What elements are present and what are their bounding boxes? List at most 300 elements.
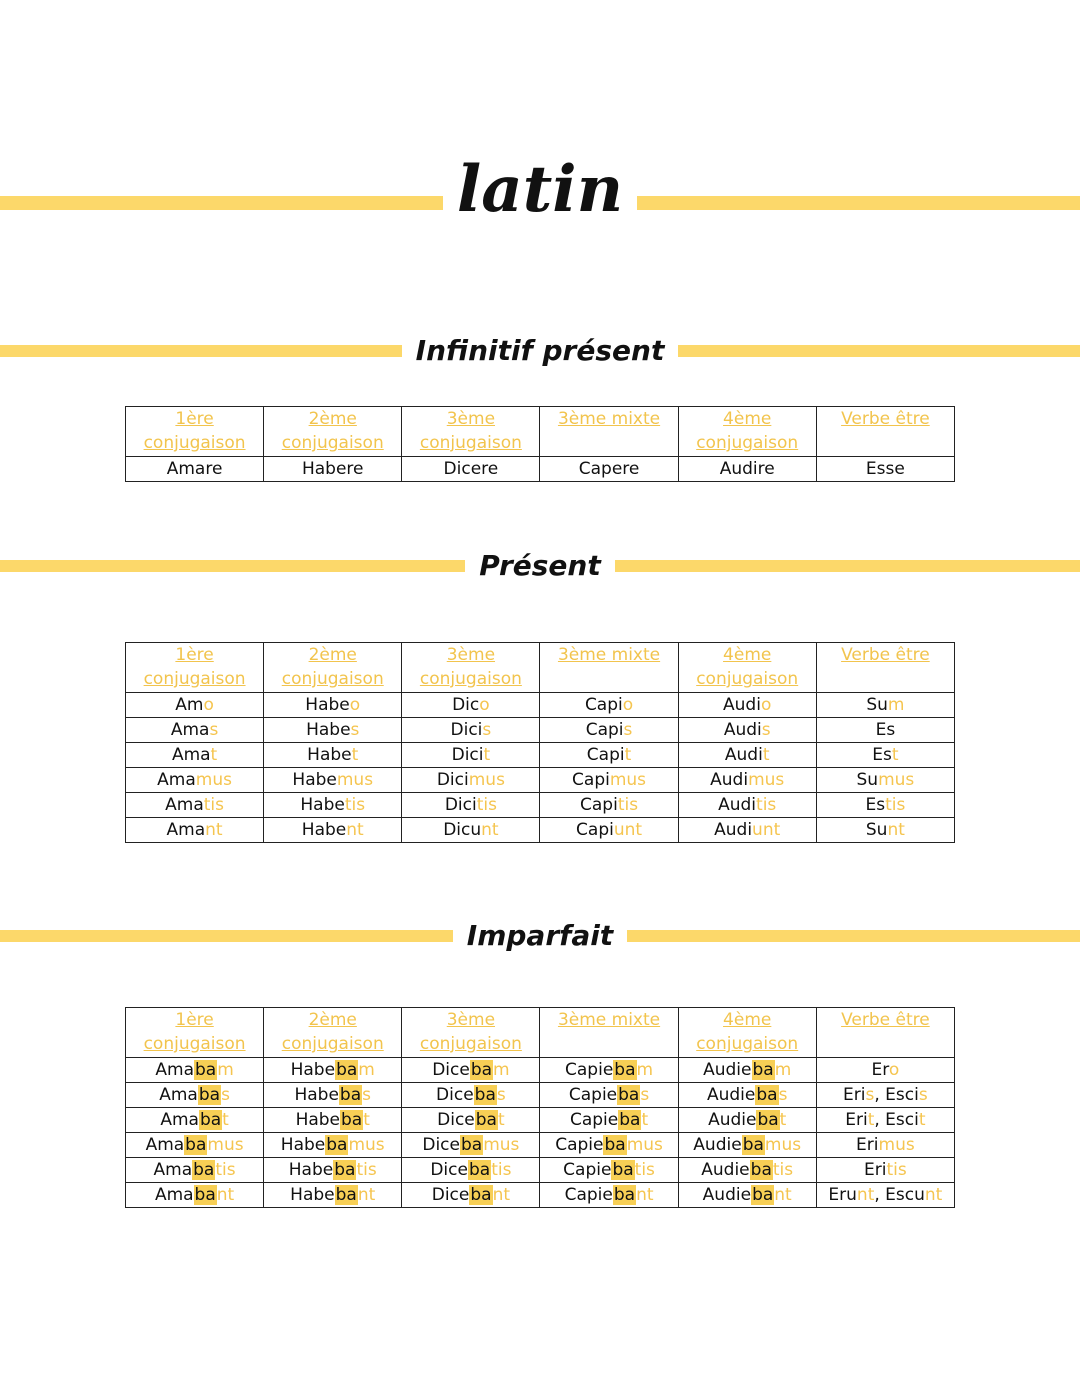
- verb-ending: m: [358, 1060, 375, 1080]
- table-row: [126, 693, 955, 718]
- verb-stem: Esse: [865, 459, 905, 479]
- table-row: [126, 818, 955, 843]
- header-row: [126, 1008, 955, 1058]
- conjugation-cell: [816, 818, 954, 843]
- verb-stem: Audie: [702, 1185, 752, 1205]
- verb-ending: t: [918, 1110, 926, 1130]
- verb-stem: Audi: [723, 695, 761, 715]
- column-header: Verbe être: [816, 407, 954, 457]
- verb-ending: unt: [752, 820, 781, 840]
- conjugation-cell: [540, 718, 678, 743]
- verb-stem: Eri: [856, 1135, 879, 1155]
- column-header: 3ème conjugaison: [402, 643, 540, 693]
- conjugation-cell: [540, 1158, 678, 1183]
- verb-stem: Habe: [290, 1060, 336, 1080]
- conjugation-cell: [126, 818, 264, 843]
- verb-ending: tis: [203, 795, 224, 815]
- verb-ending: tis: [215, 1160, 236, 1180]
- verb-stem: Habe: [301, 820, 347, 840]
- conjugation-cell: [816, 743, 954, 768]
- imperfect-marker: ba: [619, 1110, 641, 1130]
- verb-ending: t: [779, 1110, 787, 1130]
- imperfect-marker: ba: [336, 1060, 358, 1080]
- column-header: 2ème conjugaison: [264, 407, 402, 457]
- verb-ending: t: [210, 745, 218, 765]
- verb-stem: Ama: [145, 1135, 185, 1155]
- verb-stem: Eru: [828, 1185, 857, 1205]
- conjugation-cell: [264, 693, 402, 718]
- imperfect-marker: ba: [614, 1060, 636, 1080]
- verb-stem: Eri: [845, 1110, 868, 1130]
- verb-ending: nt: [856, 1185, 875, 1205]
- column-header: Verbe être: [816, 1008, 954, 1058]
- imperfect-marker: ba: [475, 1110, 497, 1130]
- column-header: 2ème conjugaison: [264, 643, 402, 693]
- verb-stem: Eri: [843, 1085, 866, 1105]
- verb-stem: Capie: [555, 1135, 604, 1155]
- column-header: 1ère conjugaison: [126, 407, 264, 457]
- verb-ending: t: [762, 745, 770, 765]
- verb-stem: Dici: [444, 795, 477, 815]
- section-heading-wrap: [0, 916, 1080, 956]
- page-title: latin: [443, 150, 637, 230]
- verb-stem: Dici: [451, 745, 484, 765]
- verb-ending: nt: [887, 820, 905, 840]
- verb-stem: Audie: [693, 1135, 742, 1155]
- conjugation-cell: [678, 818, 816, 843]
- conjugation-cell: [678, 768, 816, 793]
- verb-ending: s: [350, 720, 360, 740]
- section-heading-wrap: [0, 331, 1080, 371]
- conjugation-cell: [540, 1083, 678, 1108]
- verb-ending: tis: [756, 795, 777, 815]
- verb-stem: Ama: [166, 820, 206, 840]
- conjugation-cell: [816, 1108, 954, 1133]
- conjugation-cell: [264, 743, 402, 768]
- conjugation-cell: [540, 1058, 678, 1083]
- imperfect-marker: ba: [752, 1185, 774, 1205]
- imperfect-marker: ba: [750, 1160, 772, 1180]
- verb-ending: o: [888, 1060, 900, 1080]
- verb-stem: Audie: [706, 1085, 756, 1105]
- table-row: [126, 743, 955, 768]
- verb-stem: Audi: [723, 720, 762, 740]
- column-header: 1ère conjugaison: [126, 643, 264, 693]
- conjugation-cell: [264, 1083, 402, 1108]
- verb-stem: Capere: [578, 459, 640, 479]
- verb-ending: nt: [481, 820, 499, 840]
- verb-stem: Audi: [714, 820, 753, 840]
- verb-stem: Dici: [436, 770, 469, 790]
- verb-stem: Audi: [718, 795, 757, 815]
- conjugation-cell: [402, 1108, 540, 1133]
- conjugation-cell: [126, 1183, 264, 1208]
- verb-stem: Capi: [584, 695, 623, 715]
- conjugation-cell: [678, 743, 816, 768]
- section-heading-infinitif: Infinitif présent: [402, 331, 679, 371]
- imperfect-marker: ba: [618, 1085, 640, 1105]
- conjugation-cell: [126, 1158, 264, 1183]
- imperfect-marker: ba: [756, 1085, 778, 1105]
- verb-stem: Dice: [436, 1085, 474, 1105]
- verb-ending: m: [493, 1060, 510, 1080]
- imperfect-marker: ba: [460, 1135, 483, 1155]
- conjugation-cell: [402, 1183, 540, 1208]
- imperfect-marker: ba: [742, 1135, 764, 1155]
- verb-ending: m: [217, 1060, 234, 1080]
- column-header: 3ème mixte: [540, 407, 678, 457]
- verb-ending: mus: [348, 1135, 385, 1155]
- conjugation-cell: [678, 457, 816, 482]
- conjugation-cell: [540, 693, 678, 718]
- verb-ending: m: [636, 1060, 654, 1080]
- conjugation-cell: [126, 768, 264, 793]
- conjugation-cell: [678, 1183, 816, 1208]
- conjugation-cell: [402, 1158, 540, 1183]
- verb-stem: Capie: [565, 1060, 614, 1080]
- verb-stem: Habe: [300, 795, 345, 815]
- verb-stem: Audi: [724, 745, 763, 765]
- verb-ending: mus: [878, 1135, 915, 1155]
- imperfect-marker: ba: [194, 1185, 216, 1205]
- section-heading-wrap: [0, 546, 1080, 586]
- verb-stem: Habe: [288, 1160, 334, 1180]
- imperfect-marker: ba: [326, 1135, 348, 1155]
- conjugation-cell: [402, 818, 540, 843]
- verb-stem: Capie: [564, 1185, 613, 1205]
- verb-ending: t: [363, 1110, 370, 1130]
- imperfect-marker: ba: [335, 1185, 357, 1205]
- verb-ending: t: [624, 745, 632, 765]
- verb-ending: nt: [924, 1185, 943, 1205]
- verb-stem: Er: [871, 1060, 889, 1080]
- imperfect-marker: ba: [185, 1135, 207, 1155]
- verb-stem: Dice: [432, 1060, 470, 1080]
- table-row: [126, 718, 955, 743]
- verb-stem: Habe: [306, 720, 351, 740]
- verb-ending: s: [918, 1085, 928, 1105]
- verb-ending: s: [761, 720, 771, 740]
- conjugation-cell: [678, 693, 816, 718]
- conjugation-cell: [126, 743, 264, 768]
- verb-ending: m: [774, 1060, 792, 1080]
- conjugation-cell: [402, 1083, 540, 1108]
- verb-ending: o: [349, 695, 361, 715]
- header-row: [126, 407, 955, 457]
- conjugation-cell: [816, 1183, 954, 1208]
- imperfect-marker: ba: [474, 1085, 496, 1105]
- imperfect-marker: ba: [612, 1160, 634, 1180]
- table-imparfait: [125, 1007, 955, 1208]
- verb-stem: Capi: [576, 820, 614, 840]
- verb-ending: t: [641, 1110, 649, 1130]
- verb-stem: Capie: [569, 1110, 619, 1130]
- conjugation-cell: [540, 1133, 678, 1158]
- conjugation-cell: [126, 693, 264, 718]
- verb-ending: s: [623, 720, 633, 740]
- conjugation-cell: [678, 1133, 816, 1158]
- verb-stem: Ama: [165, 795, 204, 815]
- conjugation-cell: [402, 1058, 540, 1083]
- imperfect-marker: ba: [752, 1060, 774, 1080]
- verb-stem: Dicere: [443, 459, 499, 479]
- verb-stem: Ama: [155, 1060, 194, 1080]
- verb-ending: nt: [205, 820, 223, 840]
- page-title-wrap: [0, 150, 1080, 230]
- conjugation-cell: [126, 1133, 264, 1158]
- table-row: [126, 793, 955, 818]
- verb-stem: Ama: [153, 1160, 193, 1180]
- verb-ending: mus: [764, 1135, 802, 1155]
- table-row: [126, 1058, 955, 1083]
- verb-stem: Dice: [437, 1110, 475, 1130]
- conjugation-cell: [816, 1083, 954, 1108]
- table-row: [126, 1133, 955, 1158]
- verb-stem: Capie: [568, 1085, 618, 1105]
- verb-ending: tis: [772, 1160, 794, 1180]
- imperfect-marker: ba: [604, 1135, 626, 1155]
- verb-ending: mus: [468, 770, 505, 790]
- table-row: [126, 1083, 955, 1108]
- conjugation-cell: [816, 718, 954, 743]
- verb-stem: Dicu: [443, 820, 482, 840]
- conjugation-cell: [126, 718, 264, 743]
- conjugation-cell: [678, 1058, 816, 1083]
- verb-stem: Ama: [154, 1185, 194, 1205]
- verb-ending: o: [479, 695, 490, 715]
- verb-stem: Habe: [307, 745, 352, 765]
- column-header: 4ème conjugaison: [678, 1008, 816, 1058]
- verb-ending: tis: [634, 1160, 655, 1180]
- verb-ending: s: [778, 1085, 788, 1105]
- verb-stem: Dici: [450, 720, 483, 740]
- verb-stem: Dice: [422, 1135, 460, 1155]
- verb-ending: t: [867, 1110, 875, 1130]
- verb-stem: Habe: [280, 1135, 326, 1155]
- verb-ending: s: [362, 1085, 371, 1105]
- verb-stem: Audi: [710, 770, 749, 790]
- conjugation-cell: [402, 768, 540, 793]
- conjugation-cell: [816, 793, 954, 818]
- verb-ending: o: [622, 695, 634, 715]
- conjugation-cell: [402, 743, 540, 768]
- verb-stem: Capi: [585, 720, 624, 740]
- verb-ending: tis: [885, 795, 906, 815]
- verb-stem: Eri: [864, 1160, 887, 1180]
- verb-ending: o: [760, 695, 772, 715]
- conjugation-cell: [540, 768, 678, 793]
- verb-stem: Su: [856, 770, 879, 790]
- conjugation-cell: [402, 718, 540, 743]
- verb-stem: Habe: [305, 695, 350, 715]
- conjugation-cell: [816, 1133, 954, 1158]
- table-row: [126, 1158, 955, 1183]
- verb-ending: m: [887, 695, 905, 715]
- conjugation-cell: [402, 457, 540, 482]
- verb-ending: mus: [748, 770, 785, 790]
- verb-stem: Ama: [170, 720, 210, 740]
- verb-ending: tis: [886, 1160, 907, 1180]
- imperfect-marker: ba: [470, 1185, 492, 1205]
- conjugation-cell: [264, 1158, 402, 1183]
- conjugation-cell: [264, 1133, 402, 1158]
- column-header: Verbe être: [816, 643, 954, 693]
- conjugation-cell: [678, 1083, 816, 1108]
- conjugation-cell: [402, 1133, 540, 1158]
- conjugation-cell: [540, 1108, 678, 1133]
- verb-ending: mus: [483, 1135, 520, 1155]
- verb-ending: nt: [492, 1185, 511, 1205]
- conjugation-cell: [540, 1183, 678, 1208]
- conjugation-cell: [540, 818, 678, 843]
- table-row: [126, 768, 955, 793]
- conjugation-cell: [126, 457, 264, 482]
- verb-ending: nt: [774, 1185, 792, 1205]
- conjugation-cell: [540, 457, 678, 482]
- conjugation-cell: [264, 793, 402, 818]
- verb-stem: Habere: [301, 459, 364, 479]
- verb-stem: Habe: [292, 770, 337, 790]
- conjugation-cell: [678, 1108, 816, 1133]
- verb-ending: nt: [346, 820, 364, 840]
- verb-stem: Audire: [719, 459, 775, 479]
- verb-ending: s: [482, 720, 492, 740]
- conjugation-cell: [126, 793, 264, 818]
- column-header: 3ème mixte: [540, 1008, 678, 1058]
- imperfect-marker: ba: [613, 1185, 636, 1205]
- imperfect-marker: ba: [198, 1085, 221, 1105]
- conjugation-cell: [816, 693, 954, 718]
- header-row: [126, 643, 955, 693]
- column-header: 4ème conjugaison: [678, 407, 816, 457]
- imperfect-marker: ba: [468, 1160, 491, 1180]
- verb-stem: Ama: [160, 1110, 199, 1130]
- conjugation-cell: [816, 1158, 954, 1183]
- verb-ending: s: [865, 1085, 875, 1105]
- conjugation-cell: [402, 793, 540, 818]
- conjugation-cell: [264, 1058, 402, 1083]
- verb-ending: nt: [357, 1185, 376, 1205]
- verb-stem: Es: [872, 745, 892, 765]
- verb-ending: tis: [476, 795, 497, 815]
- verb-stem: Amare: [166, 459, 223, 479]
- conjugation-cell: [264, 768, 402, 793]
- column-header: 2ème conjugaison: [264, 1008, 402, 1058]
- section-heading-present: Présent: [465, 546, 614, 586]
- verb-ending: mus: [609, 770, 647, 790]
- column-header: 4ème conjugaison: [678, 643, 816, 693]
- verb-ending: nt: [216, 1185, 235, 1205]
- verb-ending: t: [891, 745, 899, 765]
- imperfect-marker: ba: [757, 1110, 779, 1130]
- verb-ending: nt: [636, 1185, 654, 1205]
- conjugation-cell: [126, 1083, 264, 1108]
- verb-stem: Audie: [701, 1160, 750, 1180]
- verb-ending: s: [640, 1085, 650, 1105]
- verb-stem: Su: [866, 695, 888, 715]
- imperfect-marker: ba: [470, 1060, 493, 1080]
- verb-ending: tis: [491, 1160, 512, 1180]
- verb-ending: mus: [207, 1135, 244, 1155]
- imperfect-marker: ba: [194, 1060, 217, 1080]
- verb-ending: mus: [195, 770, 232, 790]
- verb-stem: Audie: [703, 1060, 752, 1080]
- verb-stem: Su: [865, 820, 888, 840]
- verb-ending: tis: [617, 795, 639, 815]
- verb-ending: o: [203, 695, 214, 715]
- verb-stem: Capi: [580, 795, 618, 815]
- verb-stem: Es: [875, 720, 896, 740]
- verb-ending: mus: [336, 770, 374, 790]
- conjugation-cell: [264, 1183, 402, 1208]
- verb-stem: , Escu: [874, 1185, 925, 1205]
- verb-stem: Dic: [452, 695, 480, 715]
- conjugation-cell: [816, 1058, 954, 1083]
- verb-stem: Am: [175, 695, 204, 715]
- verb-ending: mus: [626, 1135, 663, 1155]
- column-header: 1ère conjugaison: [126, 1008, 264, 1058]
- conjugation-cell: [264, 718, 402, 743]
- verb-stem: Dice: [431, 1185, 470, 1205]
- verb-stem: Habe: [294, 1085, 339, 1105]
- verb-ending: t: [351, 745, 359, 765]
- verb-ending: t: [222, 1110, 229, 1130]
- verb-ending: mus: [878, 770, 915, 790]
- conjugation-cell: [678, 1158, 816, 1183]
- imperfect-marker: ba: [334, 1160, 356, 1180]
- verb-ending: s: [221, 1085, 230, 1105]
- table-row: [126, 457, 955, 482]
- verb-ending: tis: [344, 795, 366, 815]
- verb-stem: Habe: [295, 1110, 341, 1130]
- conjugation-cell: [264, 818, 402, 843]
- verb-stem: Ama: [157, 770, 196, 790]
- column-header: 3ème conjugaison: [402, 1008, 540, 1058]
- conjugation-cell: [126, 1108, 264, 1133]
- verb-ending: s: [209, 720, 219, 740]
- section-heading-imparfait: Imparfait: [453, 916, 627, 956]
- table-infinitif: [125, 406, 955, 482]
- conjugation-cell: [264, 457, 402, 482]
- verb-ending: unt: [613, 820, 643, 840]
- verb-ending: s: [496, 1085, 506, 1105]
- verb-stem: Es: [865, 795, 886, 815]
- column-header: 3ème conjugaison: [402, 407, 540, 457]
- table-row: [126, 1108, 955, 1133]
- verb-stem: Dice: [430, 1160, 468, 1180]
- verb-stem: Habe: [290, 1185, 335, 1205]
- imperfect-marker: ba: [341, 1110, 363, 1130]
- conjugation-cell: [816, 768, 954, 793]
- verb-ending: t: [497, 1110, 505, 1130]
- verb-stem: Capie: [563, 1160, 612, 1180]
- conjugation-cell: [126, 1058, 264, 1083]
- verb-stem: Ama: [171, 745, 211, 765]
- conjugation-cell: [402, 693, 540, 718]
- conjugation-cell: [540, 743, 678, 768]
- verb-ending: tis: [356, 1160, 377, 1180]
- table-row: [126, 1183, 955, 1208]
- conjugation-cell: [540, 793, 678, 818]
- verb-stem: Capi: [572, 770, 610, 790]
- column-header: 3ème mixte: [540, 643, 678, 693]
- imperfect-marker: ba: [193, 1160, 215, 1180]
- conjugation-cell: [816, 457, 954, 482]
- verb-stem: Ama: [159, 1085, 198, 1105]
- table-present: [125, 642, 955, 843]
- verb-stem: , Esci: [874, 1085, 919, 1105]
- imperfect-marker: ba: [339, 1085, 362, 1105]
